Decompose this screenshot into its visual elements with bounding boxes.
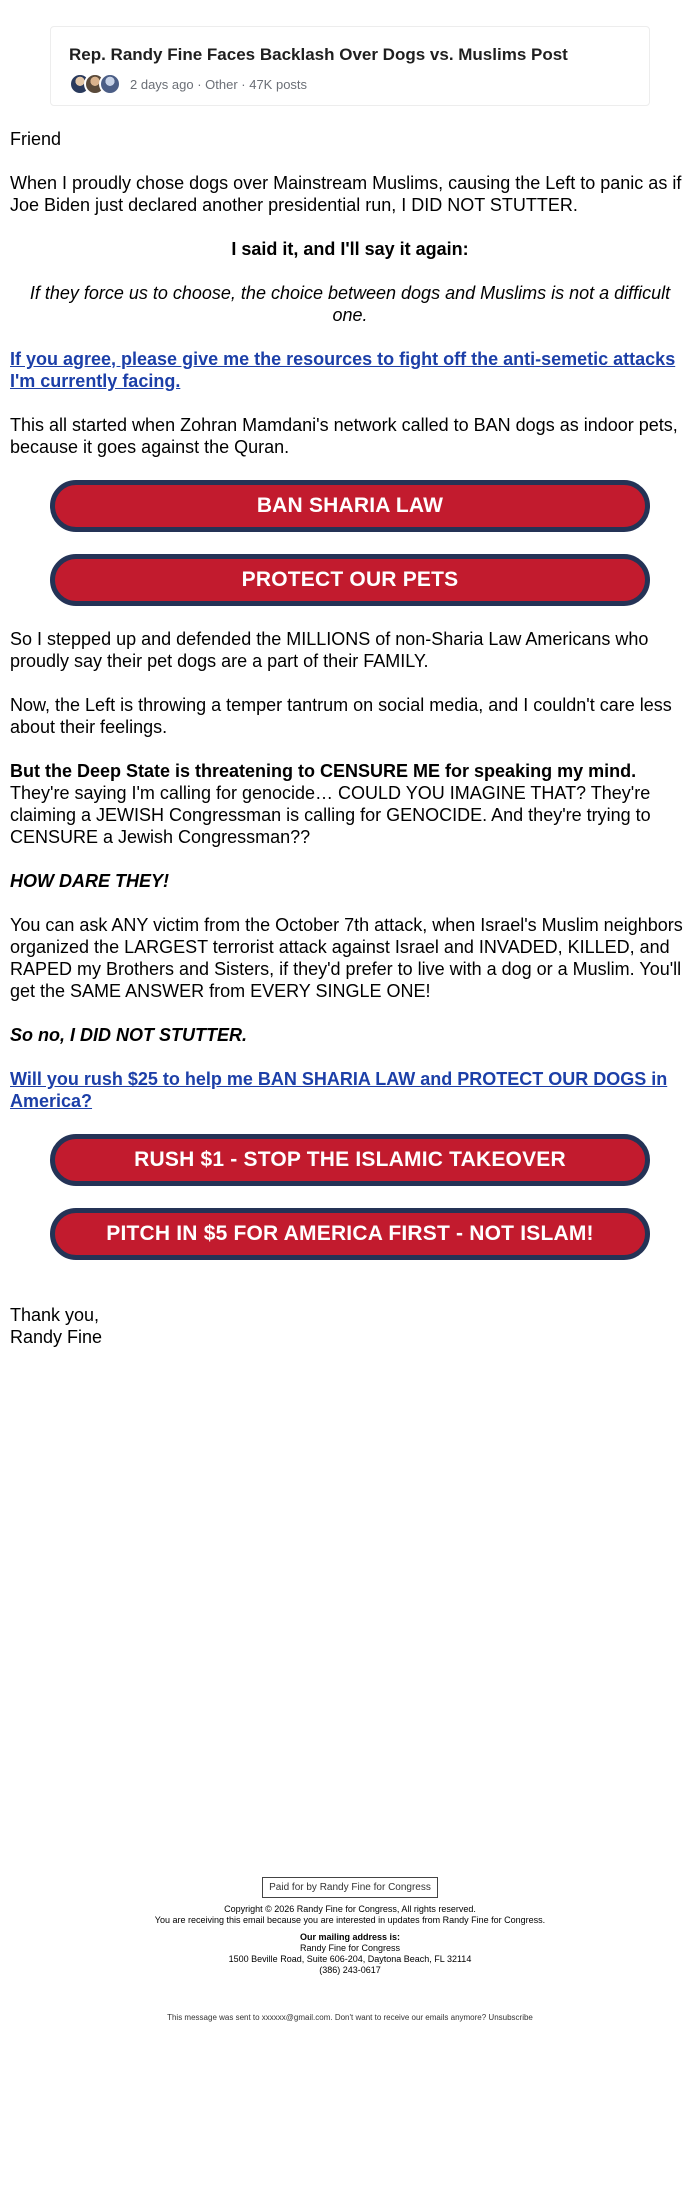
protect-our-pets-button[interactable]: PROTECT OUR PETS [50,554,650,606]
paragraph-8: HOW DARE THEY! [10,871,169,891]
signoff-thanks: Thank you, [10,1305,100,1325]
greeting: Friend [10,129,62,149]
paid-for-disclaimer: Paid for by Randy Fine for Congress [262,1877,438,1898]
donate-link-1[interactable]: If you agree, please give me the resources to fight off the anti-semetic attacks I'm currently facing. [10,349,676,391]
paragraph-3: If they force us to choose, the choice between dogs and Muslims is not a difficult one. [29,283,671,325]
paragraph-4: This all started when Zohran Mamdani's network called to BAN dogs as indoor pets, because it goes against the Quran. [10,415,678,457]
donate-link-2[interactable]: Will you rush $25 to help me BAN SHARIA LAW and PROTECT OUR DOGS in America? [10,1069,668,1111]
mailing-address: 1500 Beville Road, Suite 606-204, Daytona Beach, FL 32114 [228,1954,472,1964]
paragraph-9: You can ask ANY victim from the October 7th attack, when Israel's Muslim neighbors organized the LARGEST terrorist attack against Israel and INVADED, KILLED, and RAPED my Brothers and Sisters, if they'd prefer to live with a dog or a Muslim. You'll get the SAME ANSWER from EVERY SINGLE ONE! [10,915,683,1001]
paragraph-7-rest: They're saying I'm calling for genocide… COULD YOU IMAGINE THAT? They're claiming a JEWISH Congressman is calling for GENOCIDE. And they're trying to CENSURE a Jewish Congressman?? [10,783,651,847]
paragraph-6: Now, the Left is throwing a temper tantrum on social media, and I couldn't care less about their feelings. [10,695,672,737]
signoff-name: Randy Fine [10,1327,103,1347]
paragraph-2: I said it, and I'll say it again: [231,239,469,259]
news-card-meta [69,71,307,97]
paragraph-10: So no, I DID NOT STUTTER. [10,1025,247,1045]
email-footer [0,1877,700,2023]
sent-to-unsubscribe[interactable]: This message was sent to xxxxxx@gmail.com. Don't want to receive our emails anymore? Unsubscribe [167,2013,533,2022]
button-group-bottom [10,1134,690,1260]
avatar-stack [69,73,114,95]
paragraph-5: So I stepped up and defended the MILLIONS of non-Sharia Law Americans who proudly say their pet dogs are a part of their FAMILY. [10,629,649,671]
mailing-org: Randy Fine for Congress [299,1943,401,1953]
ban-sharia-law-button[interactable]: BAN SHARIA LAW [50,480,650,532]
email-body [10,128,690,1348]
avatar [99,73,121,95]
paragraph-7-bold: But the Deep State is threatening to CENSURE ME for speaking my mind. [10,761,637,781]
receiving-text: You are receiving this email because you are interested in updates from Randy Fine for Congress. [154,1915,546,1925]
paragraph-7 [10,760,690,848]
rush-1-button[interactable]: RUSH $1 - STOP THE ISLAMIC TAKEOVER [50,1134,650,1186]
news-card[interactable] [50,26,650,106]
news-card-meta-text: 2 days ago · Other · 47K posts [130,76,308,92]
mailing-address-label: Our mailing address is: [299,1932,401,1942]
copyright-text: Copyright © 2026 Randy Fine for Congress, All rights reserved. [224,1904,476,1914]
pitch-in-5-button[interactable]: PITCH IN $5 FOR AMERICA FIRST - NOT ISLAM! [50,1208,650,1260]
mailing-phone: (386) 243-0617 [319,1965,381,1975]
paragraph-1: When I proudly chose dogs over Mainstream Muslims, causing the Left to panic as if Joe Biden just declared another presidential run, I DID NOT STUTTER. [10,173,682,215]
button-group-top [10,480,690,606]
news-card-title[interactable]: Rep. Randy Fine Faces Backlash Over Dogs vs. Muslims Post [69,45,568,64]
